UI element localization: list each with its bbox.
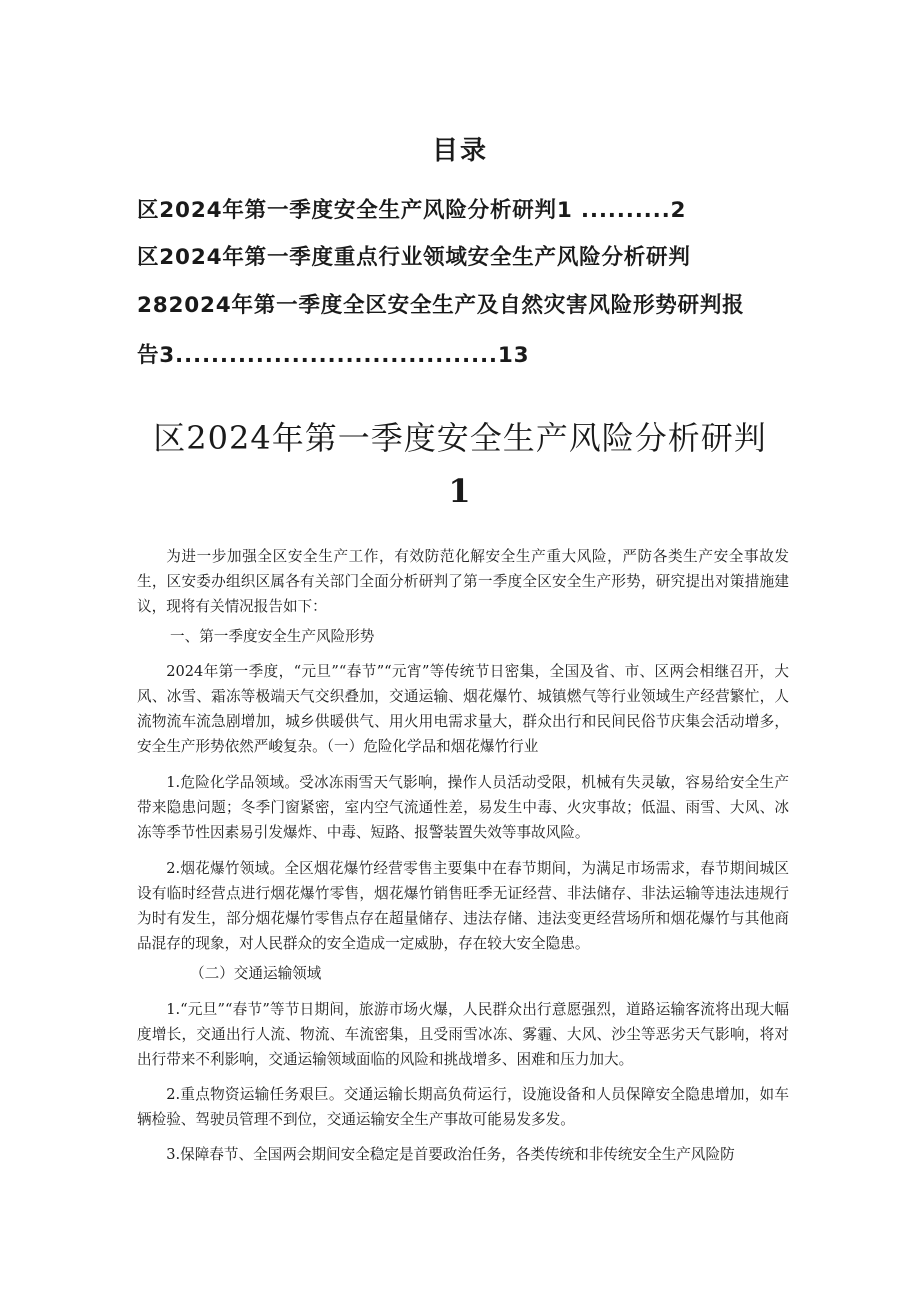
item-2-3-paragraph: 3.保障春节、全国两会期间安全稳定是首要政治任务，各类传统和非传统安全生产风险防	[166, 1146, 735, 1163]
toc-title: 目录	[431, 136, 488, 166]
toc-entry-4[interactable]: 告3....................................13	[137, 343, 530, 368]
section-1-paragraph: 2024年第一季度，“元旦”“春节”“元宵”等传统节日密集，全国及省、市、区两会相继召开，大风、冰雪、霜冻等极端天气交织叠加，交通运输、烟花爆竹、城镇燃气等行业领域生产经营繁忙，人流物流车流急剧增加，城乡供暖供气、用火用电需求量大，群众出行和民间民俗节庆集会活动增多，安全生产形势依然严峻复杂。（一）危险化学品和烟花爆竹行业	[137, 663, 789, 755]
article-title: 区2024年第一季度安全生产风险分析研判	[153, 419, 767, 457]
item-2-1-paragraph: 1.“元旦”“春节”等节日期间，旅游市场火爆，人民群众出行意愿强烈，道路运输客流将出现大幅度增长，交通出行人流、物流、车流密集，且受雨雪冰冻、雾霾、大风、沙尘等恶劣天气影响，将对出行带来不利影响，交通运输领域面临的风险和挑战增多、困难和压力加大。	[137, 1001, 789, 1068]
article-title-number: 1	[448, 472, 472, 510]
toc-entry-1[interactable]: 区2024年第一季度安全生产风险分析研判1 ..........2	[137, 198, 687, 223]
item-2-2-paragraph: 2.重点物资运输任务艰巨。交通运输长期高负荷运行，设施设备和人员保障安全隐患增加，如车辆检验、驾驶员管理不到位，交通运输安全生产事故可能易发多发。	[137, 1086, 789, 1128]
intro-paragraph: 为进一步加强全区安全生产工作，有效防范化解安全生产重大风险，严防各类生产安全事故发生，区安委办组织区属各有关部门全面分析研判了第一季度全区安全生产形势，研究提出对策措施建议，现将有关情况报告如下：	[137, 548, 789, 615]
section-2-heading: （二）交通运输领域	[190, 965, 322, 982]
toc-entry-3[interactable]: 282024年第一季度全区安全生产及自然灾害风险形势研判报	[137, 293, 745, 318]
item-1-2-paragraph: 2.烟花爆竹领域。全区烟花爆竹经营零售主要集中在春节期间，为满足市场需求，春节期间城区设有临时经营点进行烟花爆竹零售，烟花爆竹销售旺季无证经营、非法储存、非法运输等违法违规行为时有发生，部分烟花爆竹零售点存在超量储存、违法存储、违法变更经营场所和烟花爆竹与其他商品混存的现象，对人民群众的安全造成一定威胁，存在较大安全隐患。	[137, 860, 789, 952]
toc-entry-2[interactable]: 区2024年第一季度重点行业领域安全生产风险分析研判	[137, 245, 691, 270]
item-1-1-paragraph: 1.危险化学品领域。受冰冻雨雪天气影响，操作人员活动受限，机械有失灵敏，容易给安全生产带来隐患问题；冬季门窗紧密，室内空气流通性差，易发生中毒、火灾事故；低温、雨雪、大风、冰冻等季节性因素易引发爆炸、中毒、短路、报警装置失效等事故风险。	[137, 774, 789, 841]
section-1-heading: 一、第一季度安全生产风险形势	[170, 628, 375, 645]
